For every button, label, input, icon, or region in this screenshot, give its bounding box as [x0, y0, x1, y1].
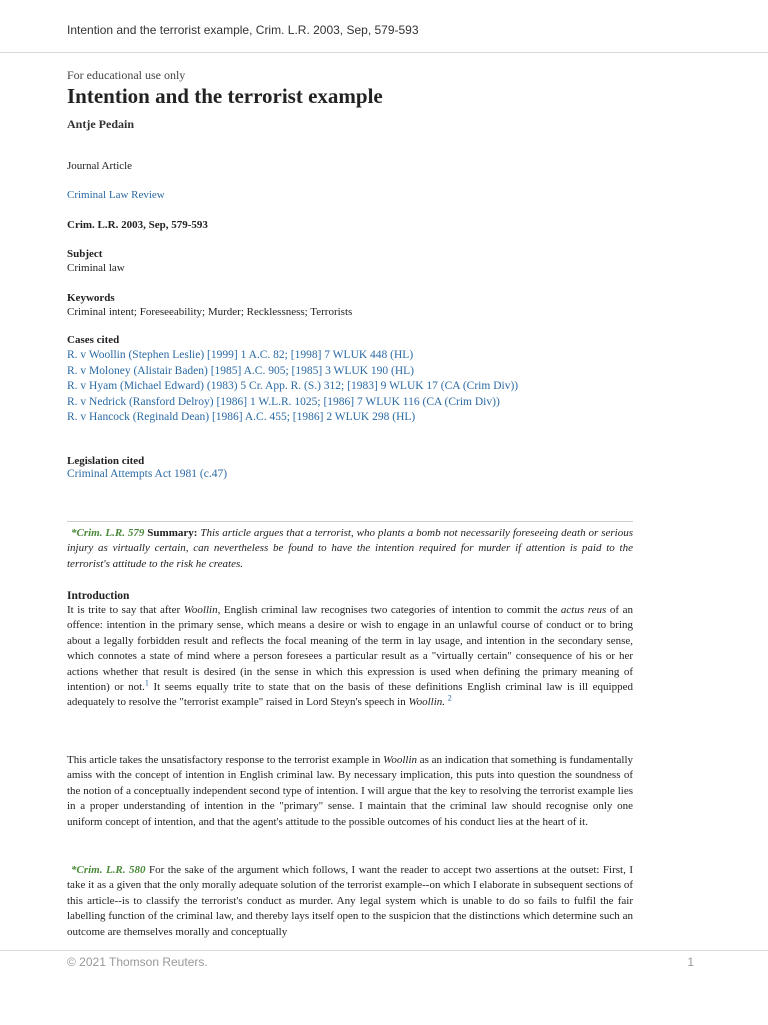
legislation-section — [67, 454, 633, 480]
summary-label: Summary: — [147, 527, 198, 539]
case-name: Woollin, — [183, 604, 221, 616]
paragraph-3 — [67, 863, 633, 943]
document-header — [67, 68, 633, 132]
text-run: as an indication that something is fundamentally amiss with the concept of intention in English criminal law. By necessary implication, this puts into question the soundness of the notion of a conceptually independent second type of intention. I will argue that the key to resolving the terrorist example lies in a proper understanding of intention in the "primary" sense. I maintain that the criminal law should recognise only one uniform concept of intention, and that the agent's attitude to the possible outcomes of his conduct lies at the heart of it. — [67, 754, 633, 828]
page-reference: *Crim. L.R. 579 — [71, 527, 145, 539]
introduction-heading: Introduction — [67, 590, 130, 602]
intro-paragraph — [67, 603, 633, 711]
text-run: It seems equally trite to state that on the basis of these definitions English criminal law is ill equipped adequately to resolve the "terrorist example" raised in Lord Steyn's speech in — [67, 681, 633, 709]
text-run: of an offence: intention in the primary sense, which means a desire or wish to engage in an unlawful course of conduct or to bring about a legally forbidden result and reflects the focal meaning of the term in lay usage, and intention in the secondary sense, which connotes a state of mind where a person foresees a particular result as a "virtually certain" consequence of his or her actions whether that result is desired (in the sense in which this expression is used when defining the primary meaning of intention) or not. — [67, 604, 633, 694]
footnote-ref[interactable]: 1 — [144, 678, 149, 688]
case-link[interactable]: R. v Hyam (Michael Edward) (1983) 5 Cr. App. R. (S.) 312; [1983] 9 WLUK 17 (CA (Crim Div)) — [67, 380, 519, 392]
page-reference: *Crim. L.R. 580 — [71, 864, 146, 876]
cases-label: Cases cited — [67, 334, 120, 346]
summary-paragraph — [67, 526, 633, 572]
text-run: This article takes the unsatisfactory response to the terrorist example in — [67, 754, 384, 766]
author: Antje Pedain — [67, 117, 134, 131]
case-link[interactable]: R. v Nedrick (Ransford Delroy) [1986] 1 W.L.R. 1025; [1986] 7 WLUK 116 (CA (Crim Div)) — [67, 395, 500, 408]
case-name: Woollin — [383, 754, 417, 766]
introduction-section — [67, 589, 633, 711]
case-link[interactable]: R. v Moloney (Alistair Baden) [1985] A.C. 905; [1985] 3 WLUK 190 (HL) — [67, 364, 414, 377]
case-link[interactable]: R. v Hancock (Reginald Dean) [1986] A.C. 455; [1986] 2 WLUK 298 (HL) — [67, 411, 416, 423]
text-run: English criminal law recognises two categories of intention to commit the — [220, 604, 561, 616]
subject-value: Criminal law — [67, 262, 125, 274]
keywords-value: Criminal intent; Foreseeability; Murder; Recklessness; Terrorists — [67, 306, 353, 318]
citation: Crim. L.R. 2003, Sep, 579-593 — [67, 219, 208, 231]
text-run: For the sake of the argument which follows, I want the reader to accept two assertions at the outset: First, I take it as a given that the only morally adequate solution of the terrorist example--on which I elaborate in subsequent sections of this article--is to classify the terrorist's conduct as murder. Any legal system which is unable to do so fails to fulfil the fair labelling function of the criminal law, and thereby lays itself open to the suspicion that the distinctions which determine such an outcome are themselves morally and conceptually — [67, 864, 633, 938]
copyright: © 2021 Thomson Reuters. — [67, 955, 208, 969]
legislation-link[interactable]: Criminal Attempts Act 1981 (c.47) — [67, 468, 228, 480]
case-name: Woollin. — [408, 696, 446, 709]
cases-section — [67, 333, 633, 426]
document-type: Journal Article — [67, 160, 133, 172]
subject-section — [67, 247, 633, 275]
latin-term: actus reus — [560, 604, 607, 616]
text-run: It is trite to say that after — [67, 604, 184, 616]
page-number: 1 — [687, 955, 694, 969]
legislation-label: Legislation cited — [67, 455, 145, 467]
journal-link[interactable]: Criminal Law Review — [67, 189, 165, 201]
subject-label: Subject — [67, 248, 103, 260]
educational-notice: For educational use only — [67, 68, 186, 82]
page-footer — [0, 950, 768, 1025]
keywords-section — [67, 291, 633, 319]
summary-text: This article argues that a terrorist, who plants a bomb not necessarily foreseeing death or serious injury as virtually certain, can nevertheless be found to have the intention required for murder if attention is paid to the terrorist's attitude to the risk he creates. — [67, 527, 634, 570]
keywords-label: Keywords — [67, 292, 115, 304]
paragraph-2 — [67, 753, 633, 830]
page-title: Intention and the terrorist example — [67, 84, 383, 108]
footnote-ref[interactable]: 2 — [447, 693, 452, 703]
divider — [67, 521, 633, 522]
case-link[interactable]: R. v Woollin (Stephen Leslie) [1999] 1 A.C. 82; [1998] 7 WLUK 448 (HL) — [67, 349, 414, 361]
running-title: Intention and the terrorist example, Crim. L.R. 2003, Sep, 579-593 — [67, 23, 419, 37]
running-header — [0, 0, 768, 53]
